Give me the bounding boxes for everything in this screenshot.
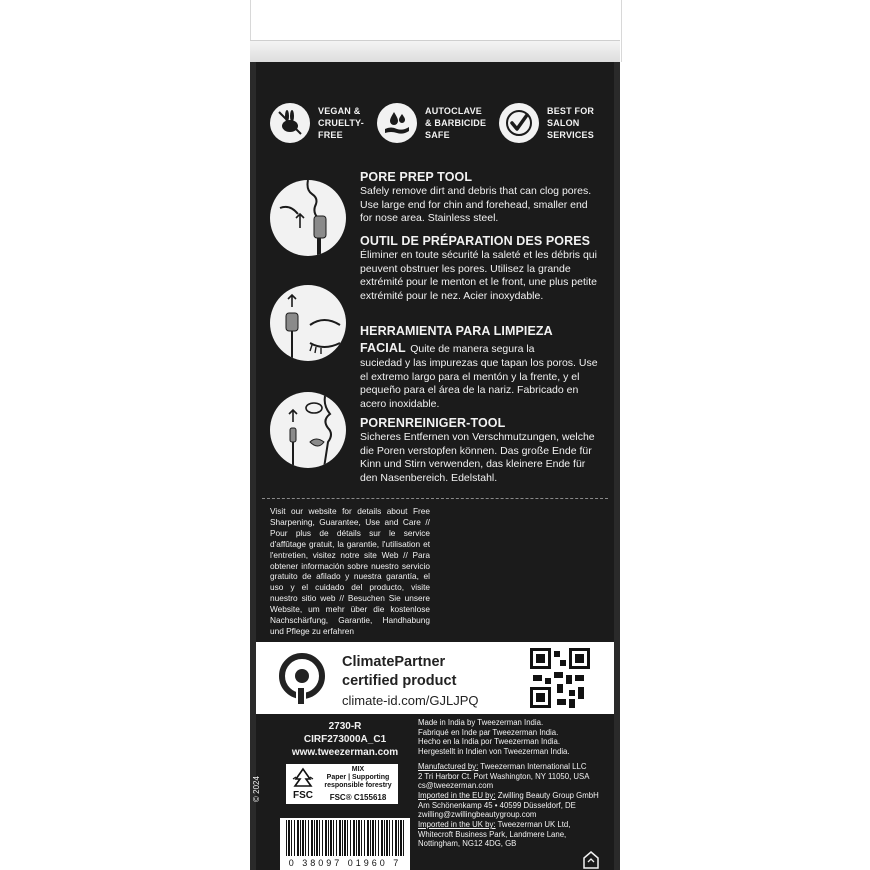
- climate-id-link[interactable]: climate-id.com/GJLJPQ: [342, 693, 479, 708]
- section-text: Quite de manera segura la: [410, 343, 535, 355]
- badge-salon: [499, 103, 594, 143]
- section-title: HERRAMIENTA PARA LIMPIEZA: [360, 324, 553, 338]
- illustration-nose: [270, 392, 346, 468]
- sku-code: 2730-R: [328, 721, 362, 732]
- dashed-divider: [262, 498, 608, 499]
- address-line: Whitecroft Business Park, Landmere Lane,: [418, 829, 567, 839]
- badge-vegan: [270, 103, 364, 143]
- section-text: Safely remove dirt and debris that can clog pores. Use large end for chin and forehead, smaller end for nose area. Stainless steel.: [360, 185, 592, 224]
- manufacturer-info: [418, 718, 608, 849]
- section-text: Sicheres Entfernen von Verschmutzungen, welche die Poren verstopfen können. Das große Ende für Kinn und Stirn verwenden, das kleinere Ende für den Nasenbereich. Edelstahl.: [360, 431, 595, 484]
- badge-text: SERVICES: [547, 130, 594, 140]
- manufacturer-label: Manufactured by:: [418, 761, 479, 771]
- barcode-bars: [286, 820, 404, 856]
- copyright-text: © 2024: [252, 776, 261, 802]
- fsc-line: Paper | Supporting: [326, 774, 390, 781]
- fsc-line: responsible forestry: [324, 782, 392, 789]
- badge-text: CRUELTY-: [318, 118, 364, 128]
- section-title: OUTIL DE PRÉPARATION DES PORES: [360, 234, 591, 248]
- address-line: Am Schönenkamp 45 • 40599 Düsseldorf, DE: [418, 800, 576, 810]
- origin-line: Fabriqué en Inde par Tweezerman India.: [418, 727, 559, 737]
- origin-line: Hergestellt in Indien von Tweezerman India.: [418, 747, 570, 757]
- email-link[interactable]: cs@tweezerman.com: [418, 781, 494, 791]
- email-link[interactable]: zwilling@zwillingbeautygroup.com: [418, 810, 537, 820]
- section-title: PORENREINIGER-TOOL: [360, 416, 506, 430]
- section-title: PORE PREP TOOL: [360, 170, 473, 184]
- badge-text: SAFE: [425, 130, 450, 140]
- badge-text: FREE: [318, 130, 343, 140]
- badge-text: SALON: [547, 118, 580, 128]
- section-text: Éliminer en toute sécurité la saleté et les débris qui peuvent obstruer les pores. Utilisez la grande extrémité pour le menton et le front, une plus petite extrémité pour le nez. Acier inoxydable.: [360, 249, 597, 302]
- fsc-tree-icon: [290, 767, 316, 789]
- barcode: [280, 818, 410, 870]
- uk-importer-name: Tweezerman UK Ltd,: [495, 820, 571, 830]
- eu-importer-name: Zwilling Beauty Group GmbH: [495, 790, 599, 800]
- eu-importer-label: Imported in the EU by:: [418, 790, 496, 800]
- badge-autoclave: [377, 103, 486, 143]
- section-english: [360, 170, 602, 226]
- section-spanish: [360, 324, 602, 411]
- fsc-code: FSC® C155618: [329, 793, 387, 802]
- origin-line: Made in India by Tweezerman India.: [418, 718, 544, 727]
- origin-line: Hecho en la India por Tweezerman India.: [418, 737, 561, 747]
- badge-text: VEGAN &: [318, 106, 361, 116]
- visit-website-text: Visit our website for details about Free Sharpening, Guarantee, Use and Care // Pour plus de détails sur le service d'affûtage gratuit, la garantie, l'utilisation et l'entretien, visitez notre site Web // Para obtener información sobre nuestro servicio gratuito de afilado y nuestra garantía, el uso y el cuidado del producto, visite nuestro sitio web // Besuchen Sie unsere Website, um mehr über die kostenlose Nachschärfung, Garantie, Handhabung und Pflege zu erfahren: [270, 506, 430, 636]
- water-drop-hand-icon: [377, 103, 417, 143]
- illustration-forehead: [270, 285, 346, 361]
- fsc-mix: MIX: [351, 766, 365, 773]
- reference-code: CIRF273000A_C1: [303, 734, 387, 745]
- qr-code-icon[interactable]: [530, 648, 590, 708]
- section-text: suciedad y las impurezas que tapan los poros. Use el extremo largo para el mentón y la frente, y el pequeño para el área de la nariz. Fabricado en acero inoxidable.: [360, 357, 598, 410]
- manufacturer-name: Tweezerman International LLC: [478, 761, 587, 771]
- section-title: FACIAL: [360, 341, 406, 355]
- rabbit-icon: [270, 103, 310, 143]
- climatepartner-logo-icon: [274, 650, 330, 706]
- fsc-label: [286, 764, 398, 804]
- climate-name: ClimatePartner: [342, 654, 446, 670]
- badge-text: BEST FOR: [547, 106, 595, 116]
- uk-importer-label: Imported in the UK by:: [418, 820, 496, 830]
- checkmark-icon: [499, 103, 539, 143]
- climate-sub: certified product: [342, 673, 457, 689]
- barcode-number: 0 38097 01960 7: [288, 858, 402, 868]
- section-french: [360, 234, 602, 303]
- card-edge-right: [614, 62, 620, 870]
- climatepartner-label: [256, 642, 614, 714]
- badge-text: & BARBICIDE: [425, 118, 487, 128]
- illustration-chin: [270, 180, 346, 256]
- badge-text: AUTOCLAVE: [425, 106, 482, 116]
- hanger-fold: [250, 40, 620, 63]
- section-german: [360, 416, 602, 485]
- address-line: 2 Tri Harbor Ct. Port Washington, NY 11050, USA: [418, 771, 590, 781]
- address-line: Nottingham, NG12 4DG, GB: [418, 839, 517, 849]
- website-url[interactable]: www.tweezerman.com: [291, 747, 399, 758]
- recycle-icon: [582, 850, 600, 870]
- fsc-text: FSC: [293, 790, 313, 801]
